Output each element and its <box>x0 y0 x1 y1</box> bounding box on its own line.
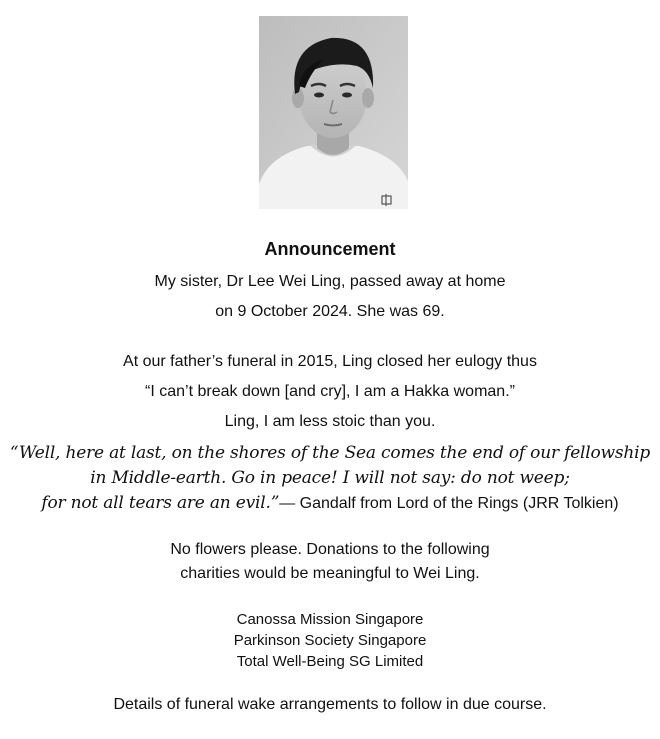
charity-item: Parkinson Society Singapore <box>233 632 427 649</box>
eulogy-line: Ling, I am less stoic than you. <box>224 413 436 430</box>
quote-attribution: — Gandalf from Lord of the Rings (JRR Tolkien) <box>279 495 619 512</box>
gandalf-quote-line: in Middle-earth. Go in peace! I will not say: do not weep; <box>90 468 570 488</box>
gandalf-quote-line <box>0 492 660 515</box>
intro-line: My sister, Dr Lee Wei Ling, passed away at home <box>154 273 506 290</box>
gandalf-quote-line: “Well, here at last, on the shores of the Sea comes the end of our fellowship <box>9 443 651 463</box>
charity-item: Total Well-Being SG Limited <box>236 653 424 670</box>
gandalf-quote-text: for not all tears are an evil.” <box>41 493 280 513</box>
eulogy-line: “I can’t break down [and cry], I am a Hakka woman.” <box>145 383 515 400</box>
eulogy-line: At our father’s funeral in 2015, Ling closed her eulogy thus <box>123 353 537 370</box>
closing-note: Details of funeral wake arrangements to follow in due course. <box>113 696 547 713</box>
intro-line: on 9 October 2024. She was 69. <box>215 303 445 320</box>
portrait-photo <box>259 16 408 209</box>
announcement-title: Announcement <box>264 239 396 259</box>
charity-item: Canossa Mission Singapore <box>236 611 424 628</box>
donation-note: No flowers please. Donations to the following <box>170 541 490 558</box>
donation-note: charities would be meaningful to Wei Ling. <box>180 565 480 582</box>
